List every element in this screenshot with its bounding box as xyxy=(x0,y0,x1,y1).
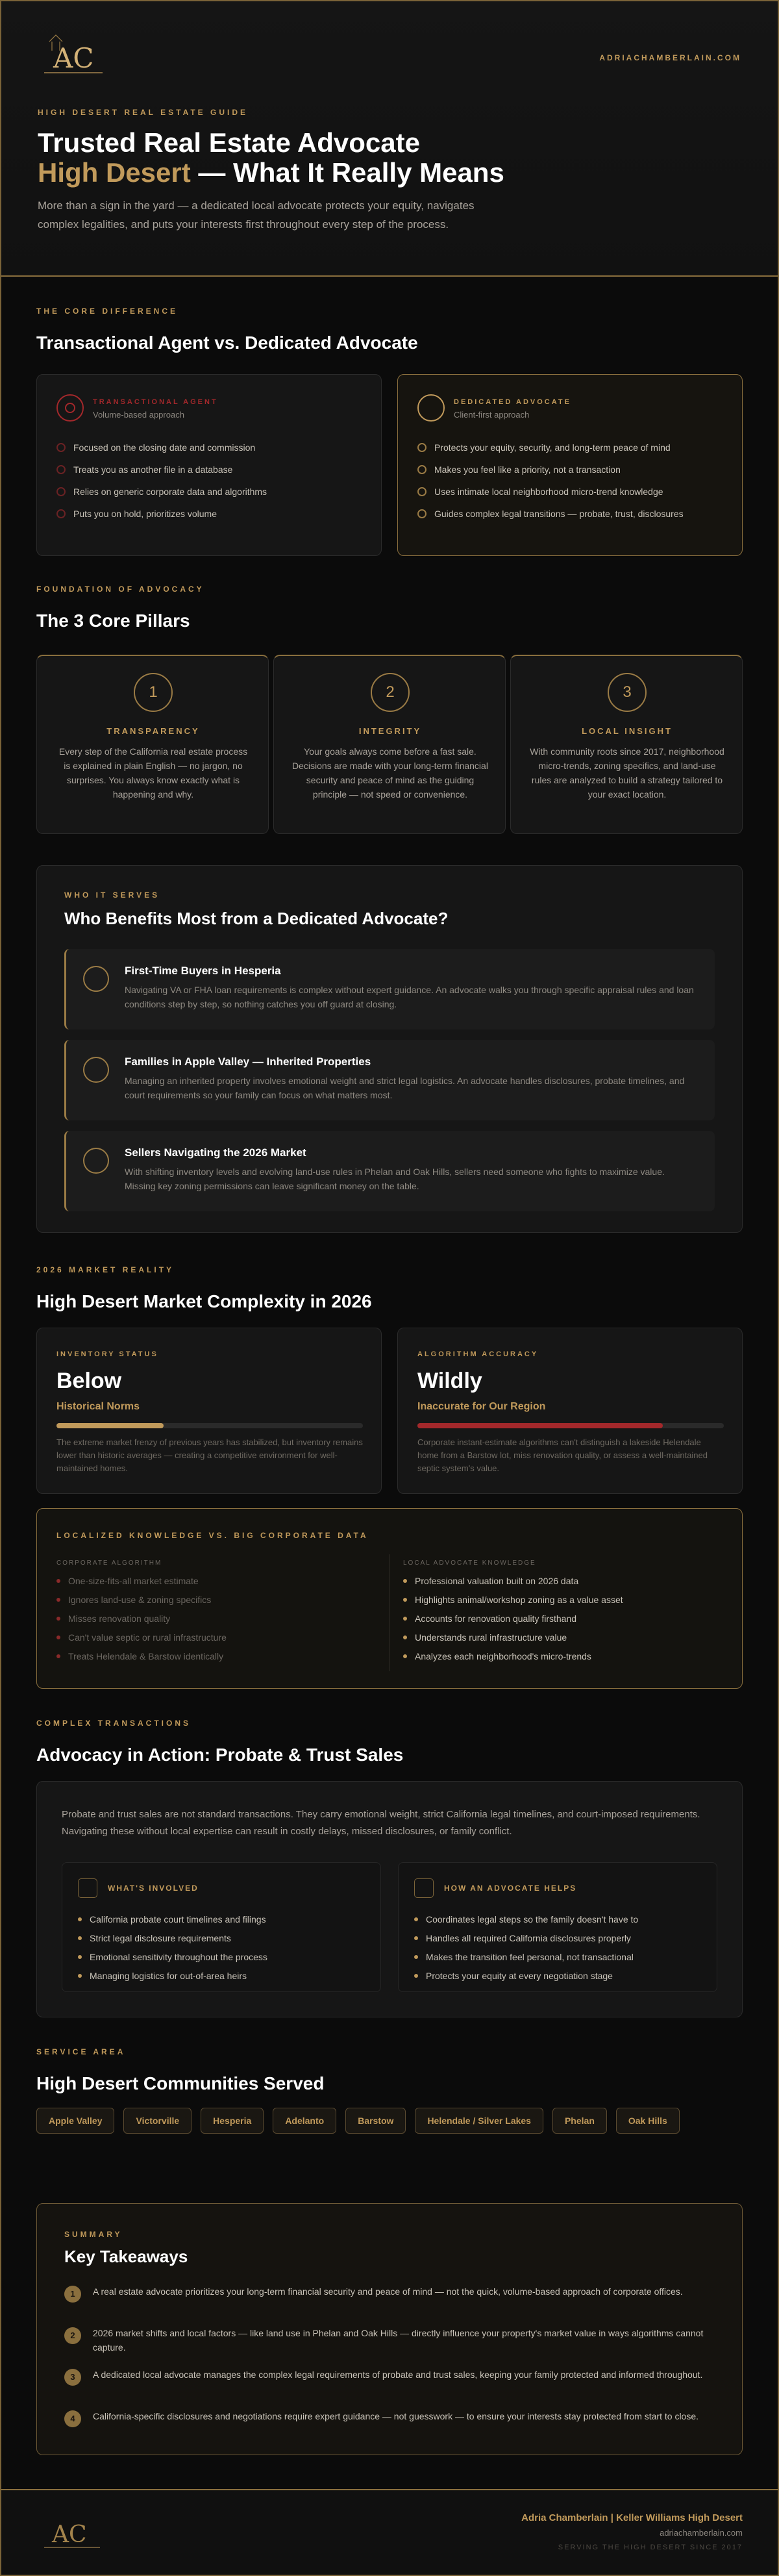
stat-value: Wildly xyxy=(417,1369,482,1393)
card-label: TRANSACTIONAL AGENT xyxy=(93,398,218,406)
list-item: Highlights animal/workshop zoning as a value asset xyxy=(403,1595,728,1605)
who-it-serves-card xyxy=(36,865,743,1233)
item-title: Families in Apple Valley — Inherited Properties xyxy=(125,1055,371,1068)
section-kicker: COMPLEX TRANSACTIONS xyxy=(36,1719,192,1728)
advocate-list xyxy=(417,432,729,520)
list-item: Treats Helendale & Barstow identically xyxy=(56,1651,381,1661)
x-icon xyxy=(56,509,66,518)
list-item: Protects your equity at every negotiation stage xyxy=(414,1971,706,1981)
footer-logo xyxy=(36,2508,108,2560)
probate-section xyxy=(36,1719,743,1765)
list-item: Strict legal disclosure requirements xyxy=(78,1933,370,1943)
algorithm-accuracy-card xyxy=(397,1328,743,1494)
pillars-section xyxy=(36,585,743,631)
list-item: Analyzes each neighborhood's micro-trends xyxy=(403,1651,728,1661)
list-item: Uses intimate local neighborhood micro-trend knowledge xyxy=(417,485,729,498)
footer-tagline: SERVING THE HIGH DESERT SINCE 2017 xyxy=(558,2544,743,2551)
takeaway-item xyxy=(64,2326,716,2362)
section-kicker: SUMMARY xyxy=(64,2230,123,2239)
inventory-bar xyxy=(56,1423,363,1428)
item-title: Sellers Navigating the 2026 Market xyxy=(125,1146,306,1159)
section-title: High Desert Communities Served xyxy=(36,2073,325,2093)
takeaway-text: A real estate advocate prioritizes your long-term financial security and peace of mind — not the quick, volume-based approach of corporate offices. xyxy=(93,2286,683,2297)
takeaway-text: A dedicated local advocate manages the complex legal requirements of probate and trust sales, keeping your family protected and informed throughout. xyxy=(93,2369,703,2380)
list-item: Can't value septic or rural infrastructure xyxy=(56,1632,381,1643)
whats-involved-box xyxy=(62,1862,381,1992)
pillar-number: 3 xyxy=(608,673,647,712)
pillar-card xyxy=(510,655,743,834)
market-section xyxy=(36,1265,743,1312)
logo-monogram: AC xyxy=(53,42,94,74)
document-icon xyxy=(78,1878,97,1898)
section-title: Transactional Agent vs. Dedicated Advocate xyxy=(36,333,418,353)
list-item: Relies on generic corporate data and algorithms xyxy=(56,485,368,498)
pillar-card xyxy=(273,655,506,834)
list-item: Guides complex legal transitions — probate, trust, disclosures xyxy=(417,507,729,520)
city-pill-list xyxy=(36,2108,743,2143)
core-difference-section xyxy=(36,307,743,353)
list-item: Protects your equity, security, and long-term peace of mind xyxy=(417,441,729,454)
city-pill[interactable]: Phelan xyxy=(552,2108,607,2134)
section-kicker: 2026 MARKET REALITY xyxy=(36,1265,175,1274)
pillar-text: With community roots since 2017, neighborhood micro-trends, zoning specifics, and land-use rules are analyzed to build a strategy tailored to your exact location. xyxy=(530,746,724,800)
section-title: Key Takeaways xyxy=(64,2247,188,2266)
list-item: One-size-fits-all market estimate xyxy=(56,1576,381,1586)
hero-kicker: HIGH DESERT REAL ESTATE GUIDE xyxy=(38,108,249,117)
trend-icon xyxy=(83,1148,109,1174)
corporate-list xyxy=(56,1567,381,1661)
city-pill[interactable]: Oak Hills xyxy=(616,2108,680,2134)
stat-text: Corporate instant-estimate algorithms can't distinguish a lakeside Helendale home from a Barstow lot, miss renovation quality, or assess a well-maintained septic system's value. xyxy=(417,1437,708,1473)
list-item: Focused on the closing date and commission xyxy=(56,441,368,454)
list-item: Handles all required California disclosures properly xyxy=(414,1933,706,1943)
hero-title-rest: — What It Really Means xyxy=(190,157,504,188)
list-item: Makes you feel like a priority, not a transaction xyxy=(417,463,729,476)
takeaway-number: 4 xyxy=(64,2410,81,2427)
logo xyxy=(38,27,109,86)
city-pill[interactable]: Apple Valley xyxy=(36,2108,114,2134)
item-text: Managing an inherited property involves emotional weight and strict legal logistics. An advocate handles disclosures, probate timelines, and court requirements so your family can focus on what matters most. xyxy=(125,1076,685,1100)
shield-icon xyxy=(417,394,445,422)
knowledge-comparison-card xyxy=(36,1508,743,1689)
city-pill[interactable]: Victorville xyxy=(123,2108,192,2134)
card-label: ALGORITHM ACCURACY xyxy=(417,1350,539,1358)
section-title: Advocacy in Action: Probate & Trust Sales xyxy=(36,1745,404,1765)
box-label: WHAT'S INVOLVED xyxy=(108,1884,199,1893)
box-label: HOW AN ADVOCATE HELPS xyxy=(444,1884,577,1893)
family-icon xyxy=(83,1057,109,1083)
list-item: Puts you on hold, prioritizes volume xyxy=(56,507,368,520)
section-title: High Desert Market Complexity in 2026 xyxy=(36,1291,372,1311)
home-icon xyxy=(83,966,109,992)
agent-list xyxy=(56,432,368,520)
probate-card xyxy=(36,1781,743,2017)
card-sub: Volume-based approach xyxy=(93,410,184,420)
section-kicker: SERVICE AREA xyxy=(36,2047,126,2056)
hero-title-highlight: High Desert xyxy=(38,157,191,188)
list-item: Emotional sensitivity throughout the process xyxy=(78,1952,370,1962)
list-item: Managing logistics for out-of-area heirs xyxy=(78,1971,370,1981)
takeaway-item xyxy=(64,2409,716,2445)
section-kicker: THE CORE DIFFERENCE xyxy=(36,307,179,316)
beneficiary-item xyxy=(64,1131,715,1211)
list-item: Professional valuation built on 2026 data xyxy=(403,1576,728,1586)
list-item: Treats you as another file in a database xyxy=(56,463,368,476)
dedicated-advocate-card xyxy=(397,374,743,556)
footer-site[interactable]: adriachamberlain.com xyxy=(660,2528,743,2538)
takeaway-text: 2026 market shifts and local factors — like land use in Phelan and Oak Hills — directly influence your property's market value in ways algorithms cannot capture. xyxy=(93,2328,704,2353)
probate-intro: Probate and trust sales are not standard transactions. They carry emotional weight, strict California legal timelines, and court-imposed requirements. Navigating these without local expertise can result in costly delays, missed disclosures, or family conflict. xyxy=(62,1809,700,1837)
target-icon xyxy=(56,394,84,422)
algorithm-bar xyxy=(417,1423,724,1428)
page-header xyxy=(1,1,778,277)
takeaway-number: 2 xyxy=(64,2327,81,2344)
stat-text: The extreme market frenzy of previous years has stabilized, but inventory remains lower than historic averages — creating a competitive environment for well-maintained homes. xyxy=(56,1437,363,1473)
section-title: The 3 Core Pillars xyxy=(36,611,190,631)
list-item: Misses renovation quality xyxy=(56,1613,381,1624)
pillar-name: LOCAL INSIGHT xyxy=(582,726,673,736)
inventory-status-card xyxy=(36,1328,382,1494)
stat-sub: Historical Norms xyxy=(56,1401,140,1412)
card-sub: Client-first approach xyxy=(454,410,530,420)
corporate-label: CORPORATE ALGORITHM xyxy=(56,1559,162,1567)
card-title: LOCALIZED KNOWLEDGE VS. BIG CORPORATE DATA xyxy=(56,1531,369,1540)
pillar-name: TRANSPARENCY xyxy=(106,726,200,736)
section-kicker: FOUNDATION OF ADVOCACY xyxy=(36,585,204,594)
takeaway-text: California-specific disclosures and negotiations require expert guidance — not guesswork — to ensure your interests stay protected from start to close. xyxy=(93,2411,699,2421)
check-icon xyxy=(417,487,427,496)
hero-title: Trusted Real Estate Advocate xyxy=(38,127,420,158)
hero-subtitle: More than a sign in the yard — a dedicated local advocate protects your equity, navigates complex legalities, and puts your interests first throughout every step of the process. xyxy=(38,199,475,231)
list-item: Ignores land-use & zoning specifics xyxy=(56,1595,381,1605)
check-icon xyxy=(417,509,427,518)
summary-card xyxy=(36,2203,743,2455)
service-area-section xyxy=(36,2047,743,2094)
takeaway-number: 3 xyxy=(64,2369,81,2386)
logo-monogram: AC xyxy=(52,2521,87,2548)
city-pill[interactable]: Helendale / Silver Lakes xyxy=(415,2108,543,2134)
takeaway-item xyxy=(64,2368,716,2404)
helps-list xyxy=(414,1906,706,1981)
section-kicker: WHO IT SERVES xyxy=(64,890,160,900)
pillar-card xyxy=(36,655,269,834)
card-label: INVENTORY STATUS xyxy=(56,1350,158,1358)
hero-title-line2 xyxy=(38,157,504,188)
takeaway-item xyxy=(64,2284,716,2321)
check-icon xyxy=(417,443,427,452)
local-label: LOCAL ADVOCATE KNOWLEDGE xyxy=(403,1559,536,1567)
stat-value: Below xyxy=(56,1369,122,1393)
pillar-number: 2 xyxy=(371,673,410,712)
beneficiary-item xyxy=(64,1040,715,1120)
pillar-text: Your goals always come before a fast sale. Decisions are made with your long-term financial security and peace of mind as the guiding principle — not speed or convenience. xyxy=(292,746,488,800)
list-item: Makes the transition feel personal, not transactional xyxy=(414,1952,706,1962)
advocate-helps-box xyxy=(398,1862,717,1992)
stat-sub: Inaccurate for Our Region xyxy=(417,1401,546,1412)
pillar-number: 1 xyxy=(134,673,173,712)
x-icon xyxy=(56,487,66,496)
takeaway-number: 1 xyxy=(64,2286,81,2303)
item-text: With shifting inventory levels and evolving land-use rules in Phelan and Oak Hills, sellers need someone who fights to maximize value. Missing key zoning permissions can leave significant money on the table. xyxy=(125,1167,665,1191)
beneficiary-item xyxy=(64,949,715,1029)
section-title: Who Benefits Most from a Dedicated Advocate? xyxy=(64,909,449,928)
city-pill[interactable]: Adelanto xyxy=(273,2108,336,2134)
pillar-name: INTEGRITY xyxy=(358,726,422,736)
item-title: First-Time Buyers in Hesperia xyxy=(125,965,281,977)
site-link[interactable]: ADRIACHAMBERLAIN.COM xyxy=(599,53,741,62)
page-footer xyxy=(1,2489,778,2575)
local-list xyxy=(403,1567,728,1661)
item-text: Navigating VA or FHA loan requirements is complex without expert guidance. An advocate walks you through specific appraisal rules and loan conditions step by step, so nothing catches you off guard at closing. xyxy=(125,985,694,1009)
city-pill[interactable]: Hesperia xyxy=(201,2108,264,2134)
check-icon xyxy=(417,465,427,474)
list-item: Coordinates legal steps so the family doesn't have to xyxy=(414,1914,706,1925)
pillar-text: Every step of the California real estate process is explained in plain English — no jargon, no surprises. You always know exactly what is happening and why. xyxy=(58,746,248,800)
list-item: Accounts for renovation quality firsthand xyxy=(403,1613,728,1624)
footer-name: Adria Chamberlain | Keller Williams High Desert xyxy=(521,2512,743,2523)
city-pill[interactable]: Barstow xyxy=(345,2108,406,2134)
shield-icon xyxy=(414,1878,434,1898)
x-icon xyxy=(56,443,66,452)
involved-list xyxy=(78,1906,370,1981)
list-item: Understands rural infrastructure value xyxy=(403,1632,728,1643)
card-label: DEDICATED ADVOCATE xyxy=(454,398,571,406)
x-icon xyxy=(56,465,66,474)
transactional-agent-card xyxy=(36,374,382,556)
list-item: California probate court timelines and filings xyxy=(78,1914,370,1925)
